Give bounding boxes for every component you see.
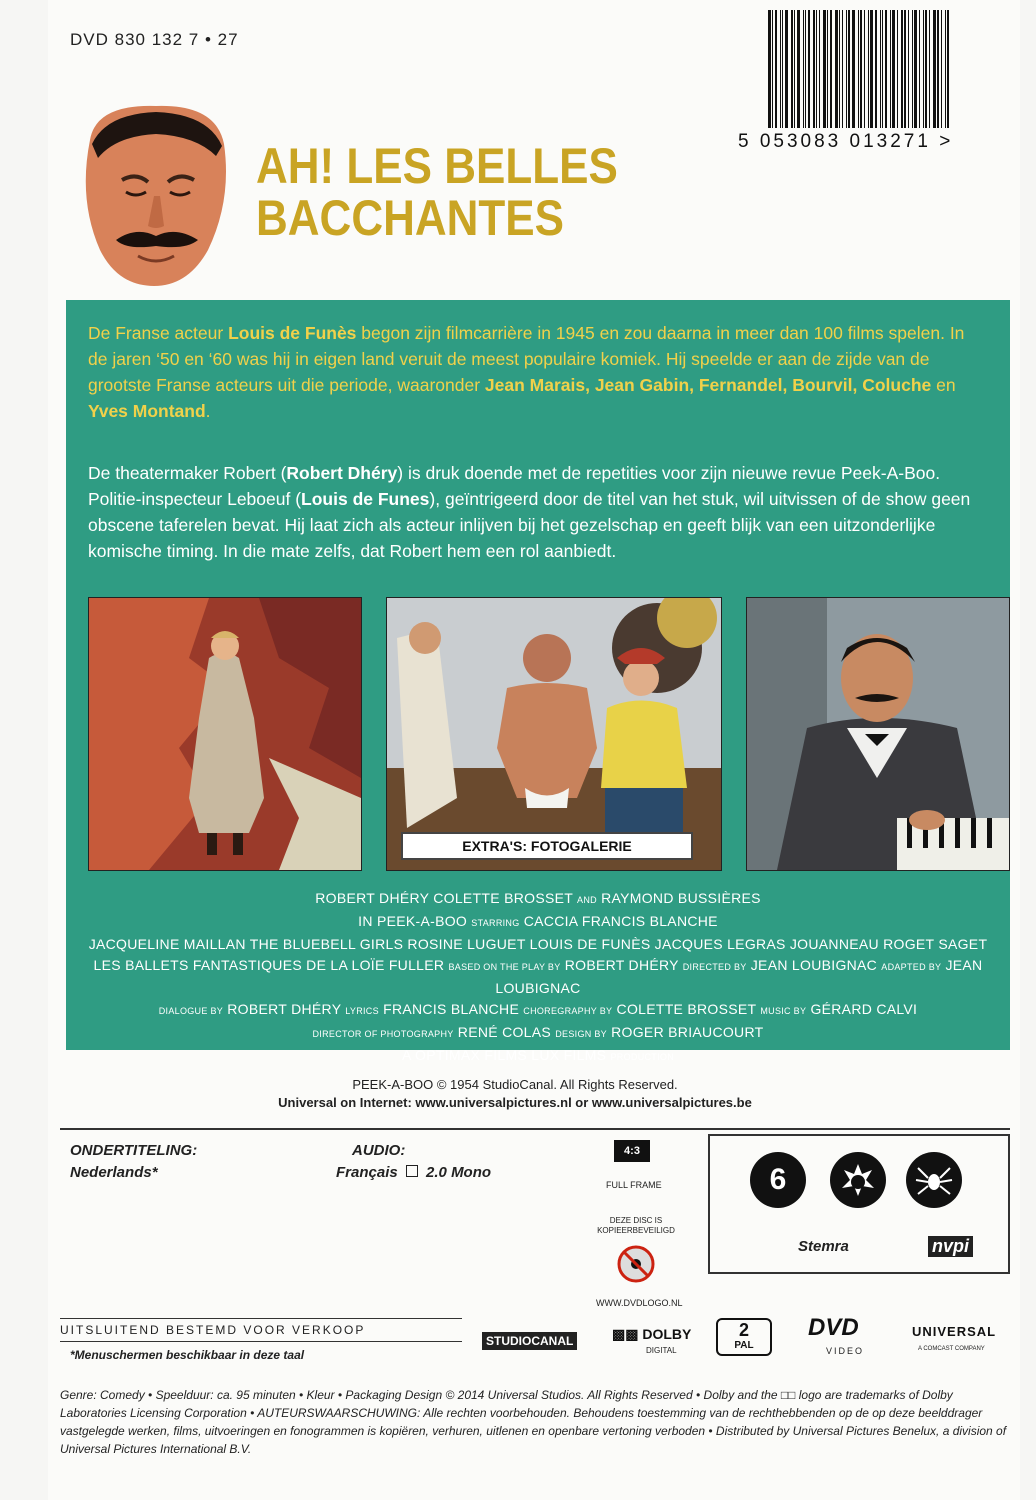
barcode-bar — [904, 10, 906, 128]
stemra-logo: Stemra — [798, 1238, 849, 1255]
region-number: 2 — [738, 1320, 749, 1340]
credit-text: COLETTE BROSSET — [612, 1001, 761, 1017]
pal-text: PAL — [734, 1340, 754, 1351]
barcode-bar — [835, 10, 838, 128]
barcode — [768, 0, 973, 128]
still-photo-2 — [386, 597, 722, 871]
credit-text: RENÉ COLAS — [453, 1024, 556, 1040]
full-frame-label: FULL FRAME — [606, 1180, 662, 1190]
barcode-bar — [908, 10, 909, 128]
credit-line — [88, 1022, 988, 1045]
subtitles-value: Nederlands* — [70, 1164, 158, 1181]
credit-line — [88, 911, 988, 934]
rating-box — [708, 1134, 1010, 1274]
intro-part: . — [205, 401, 211, 421]
synopsis-part: De theatermaker Robert ( — [88, 463, 287, 483]
title-line-1: AH! LES BELLES — [256, 138, 618, 194]
barcode-bar — [785, 10, 788, 128]
barcode-bar — [897, 10, 898, 128]
barcode-bar — [816, 10, 817, 128]
audio-language: Français — [336, 1164, 398, 1181]
barcode-bar — [919, 10, 920, 128]
copy-protect-text: DEZE DISC IS KOPIEERBEVEILIGD — [597, 1216, 675, 1235]
credit-text: IN PEEK-A-BOO — [358, 913, 472, 929]
divider — [60, 1128, 1010, 1130]
credit-small: CHOREGRAPHY BY — [523, 1006, 613, 1016]
dvdlogo-url: WWW.DVDLOGO.NL — [596, 1298, 683, 1308]
barcode-bar — [945, 10, 946, 128]
copyright-block — [60, 1076, 970, 1112]
barcode-number: 5 053083 013271 > — [738, 131, 954, 152]
barcode-bar — [923, 10, 924, 128]
movie-title — [256, 140, 618, 244]
barcode-bar — [860, 10, 862, 128]
barcode-bar — [852, 10, 855, 128]
barcode-bar — [892, 10, 895, 128]
dolby-text: DOLBY — [642, 1326, 692, 1342]
aspect-ratio: 4:3 — [614, 1140, 650, 1162]
barcode-bar — [875, 10, 877, 128]
barcode-bar — [780, 10, 781, 128]
synopsis-part: ), geïntrigeerd door de titel van het stuk, wil uitvissen of de show geen obscene taferelen bevat. Hij laat zich als acteur inlijven bij het gezelschap en geeft blijk van een uitzonderlijke komische timing. In die mate zelfs, dat Robert hem een rol aanbiedt. — [88, 489, 971, 561]
credit-text: FRANCIS BLANCHE — [378, 1001, 524, 1017]
barcode-bar — [890, 10, 891, 128]
barcode-bar — [901, 10, 903, 128]
audio-label: AUDIO: — [352, 1142, 406, 1159]
nvpi-logo: nvpi — [928, 1236, 973, 1257]
barcode-bar — [782, 10, 783, 128]
credit-text: GÉRARD CALVI — [806, 1001, 918, 1017]
barcode-bar — [819, 10, 820, 128]
barcode-bar — [937, 10, 939, 128]
barcode-bar — [870, 10, 873, 128]
age-rating-6: 6 — [750, 1152, 806, 1208]
credit-text: CACCIA FRANCIS BLANCHE — [519, 913, 718, 929]
credit-small: BASED ON THE PLAY BY — [448, 962, 561, 972]
credit-line — [88, 1045, 988, 1068]
credit-line — [88, 888, 988, 911]
synopsis-name: Louis de Funes — [301, 489, 430, 509]
studiocanal-logo: STUDIOCANAL — [482, 1332, 577, 1350]
barcode-bar — [803, 10, 804, 128]
sale-only-notice: UITSLUITEND BESTEMD VOOR VERKOOP — [60, 1318, 462, 1342]
barcode-bar — [941, 10, 942, 128]
barcode-bar — [808, 10, 810, 128]
credit-text: RAYMOND BUSSIÈRES — [596, 890, 761, 906]
barcode-bar — [768, 10, 771, 128]
synopsis-part: ) is druk doende met de repetities voor zijn nieuwe revue Peek-A-Boo. Politie-inspecteur Leboeuf ( — [88, 463, 941, 509]
barcode-bar — [842, 10, 843, 128]
fear-icon — [906, 1152, 962, 1208]
intro-names: Jean Marais, Jean Gabin, Fernandel, Bourvil, Coluche — [484, 375, 932, 395]
barcode-bar — [848, 10, 850, 128]
credit-small: ADAPTED BY — [881, 962, 942, 972]
audio-format: 2.0 Mono — [426, 1164, 492, 1181]
barcode-bar — [929, 10, 930, 128]
credit-text: A OPTIMAX FILMS LUX FILMS — [401, 1047, 611, 1063]
barcode-bar — [947, 10, 949, 128]
credit-small: DIRECTOR OF PHOTOGRAPHY — [312, 1029, 454, 1039]
still-photo-3 — [746, 597, 1010, 871]
dolby-logo — [612, 1326, 691, 1343]
dolby-icon: ▩▩ — [612, 1326, 639, 1342]
credit-text: JEAN LOUBIGNAC — [746, 957, 882, 973]
dvd-video-logo: DVD — [808, 1314, 859, 1341]
credit-text: ROBERT DHÉRY COLETTE BROSSET — [315, 890, 578, 906]
barcode-bar — [772, 10, 773, 128]
credit-small: MUSIC BY — [760, 1006, 807, 1016]
credit-small: DIRECTED BY — [682, 962, 747, 972]
menu-note: *Menuschermen beschikbaar in deze taal — [70, 1348, 305, 1362]
barcode-bar — [858, 10, 859, 128]
barcode-bar — [823, 10, 826, 128]
credit-text: JEAN LOUBIGNAC — [495, 957, 983, 996]
copyright-line: PEEK-A-BOO © 1954 StudioCanal. All Rights Reserved. — [352, 1077, 678, 1092]
barcode-bar — [830, 10, 832, 128]
universal-logo: UNIVERSAL — [912, 1324, 997, 1339]
credit-text: ROBERT DHÉRY — [560, 957, 683, 973]
credit-text: LES BALLETS FANTASTIQUES DE LA LOÏE FULLER — [93, 957, 449, 973]
credit-small: STARRING — [471, 918, 520, 928]
barcode-bar — [868, 10, 869, 128]
barcode-bar — [864, 10, 865, 128]
barcode-bar — [794, 10, 795, 128]
internet-line: Universal on Internet: www.universalpictures.nl or www.universalpictures.be — [278, 1095, 752, 1110]
barcode-bar — [880, 10, 881, 128]
aspect-badge — [614, 1140, 650, 1162]
intro-name: Yves Montand — [88, 401, 206, 421]
barcode-bar — [797, 10, 800, 128]
barcode-bar — [885, 10, 887, 128]
credit-small: DIALOGUE BY — [158, 1006, 224, 1016]
barcode-bar — [914, 10, 917, 128]
credits-block — [88, 888, 988, 1068]
legal-text: Genre: Comedy • Speelduur: ca. 95 minuten • Kleur • Packaging Design © 2014 Universal Studios. All Rights Reserved • Dolby and the □□ logo are trademarks of Dolby Laboratories Licensing Corporation • AUTEURSWAARSCHUWING: Alle rechten voorbehouden. Behoudens toestemming van de rechthebbenden op de op deze beelddrager vastgelegde werken, films, uitvoeringen en fonogrammen is kopiëren, verhuren, uitlenen en openbare vertoning verboden • Distributed by Universal Pictures Benelux, a division of Universal Pictures International B.V. — [60, 1388, 1007, 1456]
intro-part: begon zijn filmcarrière in 1945 en zou daarna in meer dan 100 films spelen. In de jaren ‘50 en ‘60 was hij in eigen land veruit de meest populaire komiek. Hij speelde er aan de zijde van de grootste Franse acteurs uit die periode, waaronder — [88, 323, 965, 395]
credit-small: PRODUCTION — [610, 1052, 674, 1062]
still-photo-1 — [88, 597, 362, 871]
barcode-bar — [775, 10, 777, 128]
credit-line — [88, 955, 988, 999]
no-copy-icon — [616, 1244, 656, 1284]
credit-text: ROBERT DHÉRY — [223, 1001, 346, 1017]
barcode-bar — [827, 10, 828, 128]
title-line-2: BACCHANTES — [256, 190, 564, 246]
credit-line — [88, 999, 988, 1022]
barcode-bar — [846, 10, 847, 128]
synopsis-name: Robert Dhéry — [286, 463, 398, 483]
dolby-digital: DIGITAL — [646, 1346, 677, 1355]
speaker-icon — [406, 1165, 418, 1177]
violence-icon — [830, 1152, 886, 1208]
universal-sub: A COMCAST COMPANY — [918, 1346, 985, 1352]
credit-small: DESIGN BY — [555, 1029, 607, 1039]
intro-name: Louis de Funès — [228, 323, 357, 343]
barcode-bar — [813, 10, 815, 128]
barcode-bar — [912, 10, 913, 128]
credit-text: ROGER BRIAUCOURT — [606, 1024, 764, 1040]
credit-line: JACQUELINE MAILLAN THE BLUEBELL GIRLS ROSINE LUGUET LOUIS DE FUNÈS JACQUES LEGRAS JOUANNEAU ROGET SAGET — [88, 936, 988, 952]
credit-small: AND — [577, 895, 597, 905]
intro-part: De Franse acteur — [88, 323, 229, 343]
pal-region-badge — [716, 1318, 772, 1356]
audio-value — [336, 1164, 491, 1181]
catalog-number: DVD 830 132 7 • 27 — [70, 30, 239, 49]
intro-part: en — [931, 375, 956, 395]
barcode-bar — [839, 10, 840, 128]
barcode-bar — [882, 10, 883, 128]
barcode-bar — [925, 10, 927, 128]
intro-text — [88, 320, 988, 424]
barcode-bar — [791, 10, 793, 128]
barcode-bar — [805, 10, 806, 128]
barcode-bar — [933, 10, 936, 128]
actor-face-image — [76, 100, 234, 288]
synopsis-text — [88, 460, 988, 564]
subtitles-label: ONDERTITELING: — [70, 1142, 198, 1159]
credit-small: LYRICS — [345, 1006, 379, 1016]
extras-label: EXTRA'S: FOTOGALERIE — [401, 832, 693, 860]
dvd-video-text: VIDEO — [826, 1346, 865, 1356]
